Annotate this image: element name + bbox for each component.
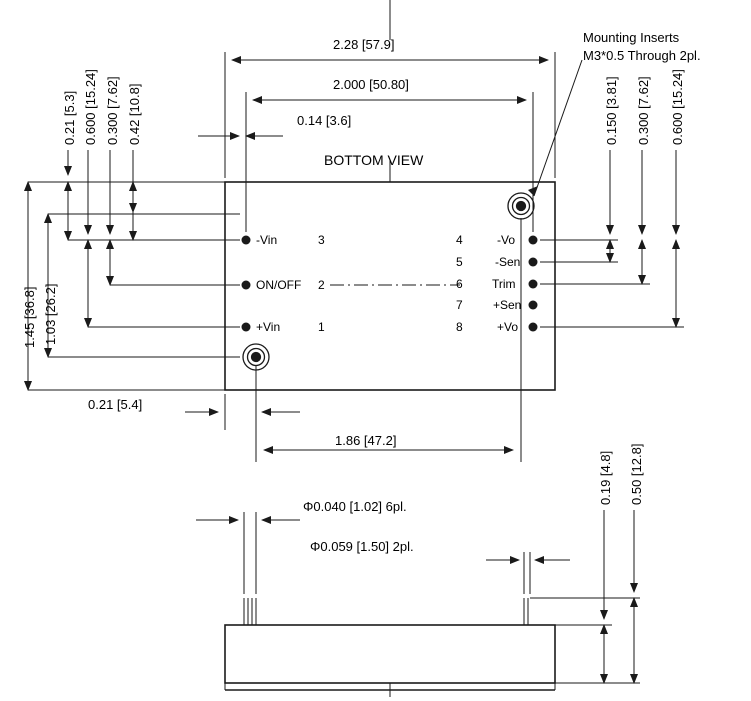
pin-label-left-2: +Vin xyxy=(256,320,281,334)
dim-insert-span: 1.86 [47.2] xyxy=(335,433,397,448)
mounting-inserts-note-line1: Mounting Inserts xyxy=(583,30,680,45)
dim-left-edge-to-pin: 0.14 [3.6] xyxy=(297,113,352,128)
pin-number-right-1: 5 xyxy=(456,255,463,269)
pin-label-left-0: -Vin xyxy=(256,233,278,247)
dim-r2: 0.300 [7.62] xyxy=(636,76,651,145)
dim-height-overall: 1.45 [36.8] xyxy=(22,286,37,348)
dim-total-height: 0.50 [12.8] xyxy=(629,443,644,505)
pin-label-right-0: -Vo xyxy=(497,233,516,247)
dim-v4: 0.42 [10.8] xyxy=(127,83,142,145)
pin-number-left-1: 2 xyxy=(318,278,325,292)
dim-left-offset: 0.21 [5.4] xyxy=(88,397,143,412)
mounting-inserts-note-line2: M3*0.5 Through 2pl. xyxy=(583,48,701,63)
page-title: BOTTOM VIEW xyxy=(324,152,424,168)
pin-label-right-1: -Sen xyxy=(495,255,521,269)
dim-pin-dia-small: Φ0.040 [1.02] 6pl. xyxy=(303,499,407,514)
dim-v2: 0.600 [15.24] xyxy=(83,69,98,145)
pin-number-right-2: 6 xyxy=(456,277,463,291)
pin-number-left-0: 3 xyxy=(318,233,325,247)
pin-label-right-3: +Sen xyxy=(493,298,522,312)
dim-r3: 0.600 [15.24] xyxy=(670,69,685,145)
dim-v3: 0.300 [7.62] xyxy=(105,76,120,145)
dim-pin-dia-large: Φ0.059 [1.50] 2pl. xyxy=(310,539,414,554)
dim-width-overall: 2.28 [57.9] xyxy=(333,37,395,52)
pin-number-right-3: 7 xyxy=(456,298,463,312)
pin-label-left-1: ON/OFF xyxy=(256,278,302,292)
pin-label-right-2: Trim xyxy=(492,277,516,291)
dim-pin-span-horizontal: 2.000 [50.80] xyxy=(333,77,409,92)
dim-body-height: 0.19 [4.8] xyxy=(598,450,613,505)
pin-number-right-4: 8 xyxy=(456,320,463,334)
dim-v1: 0.21 [5.3] xyxy=(62,90,77,145)
dim-height-inner: 1.03 [26.2] xyxy=(43,283,58,345)
pin-number-left-2: 1 xyxy=(318,320,325,334)
pin-number-right-0: 4 xyxy=(456,233,463,247)
pin-label-right-4: +Vo xyxy=(497,320,519,334)
dim-r1: 0.150 [3.81] xyxy=(604,76,619,145)
